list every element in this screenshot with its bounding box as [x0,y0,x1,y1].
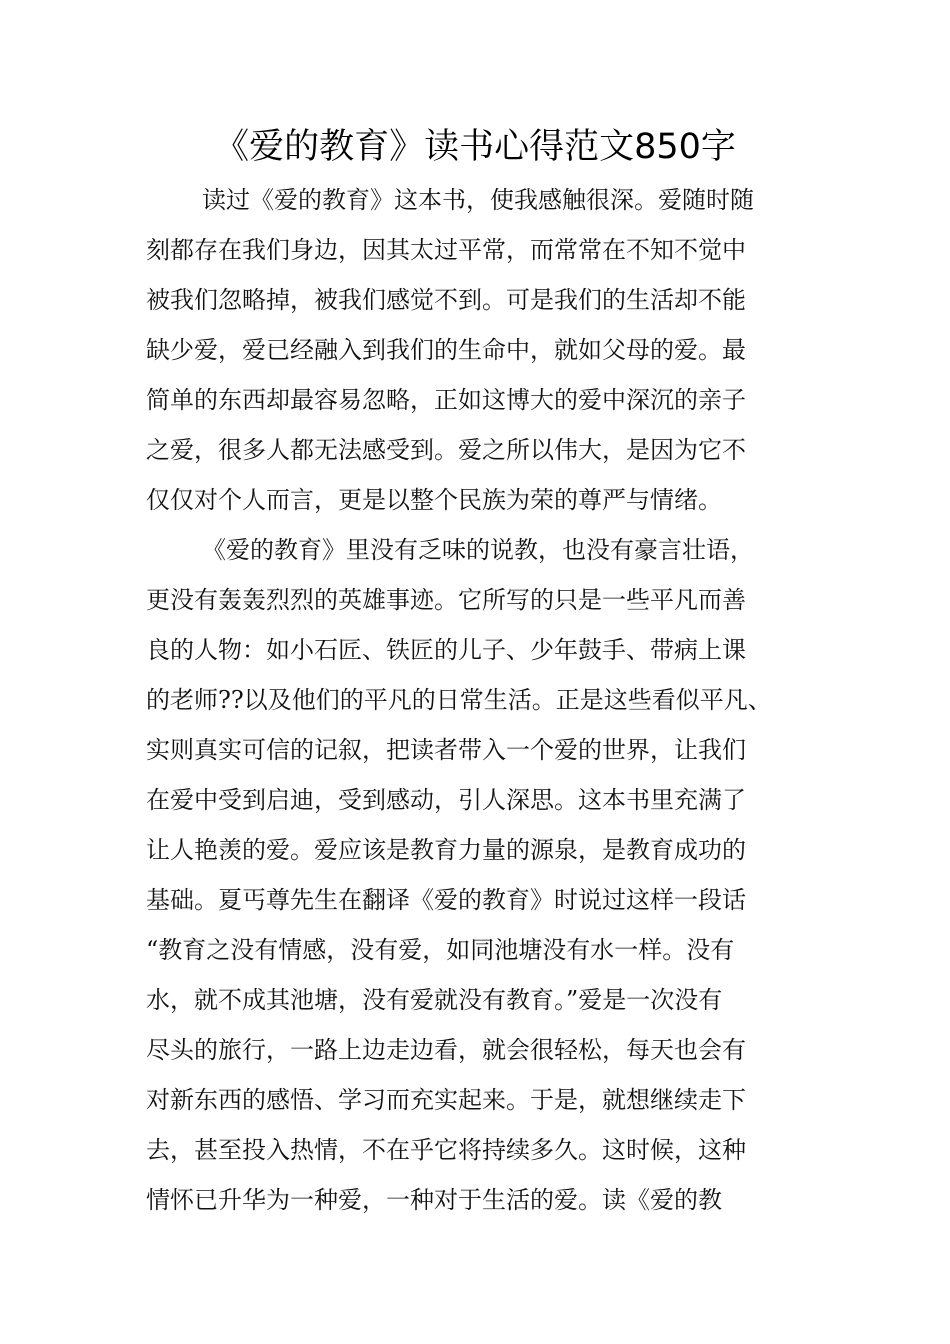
text-line: 让人艳羡的爱。爱应该是教育力量的源泉，是教育成功的 [146,836,746,864]
text-line: 简单的东西却最容易忽略，正如这博大的爱中深沉的亲子 [146,386,746,414]
text-line: 在爱中受到启迪，受到感动，引人深思。这本书里充满了 [146,786,746,814]
text-line: 的老师??以及他们的平凡的日常生活。正是这些看似平凡、 [146,686,772,714]
text-line: 基础。夏丐尊先生在翻译《爱的教育》时说过这样一段话 [146,886,746,914]
text-line: 尽头的旅行，一路上边走边看，就会很轻松，每天也会有 [146,1036,746,1064]
text-line: 水，就不成其池塘，没有爱就没有教育。”爱是一次没有 [146,986,723,1014]
text-line: 良的人物：如小石匠、铁匠的儿子、少年鼓手、带病上课 [146,636,746,664]
text-line: 仅仅对个人而言，更是以整个民族为荣的尊严与情绪。 [146,486,722,514]
text-line: 《爱的教育》里没有乏味的说教，也没有豪言壮语， [202,536,754,564]
paragraph-1 [146,175,816,525]
text-line: 读过《爱的教育》这本书，使我感触很深。爱随时随 [202,186,754,214]
text-line: 更没有轰轰烈烈的英雄事迹。它所写的只是一些平凡而善 [146,586,746,614]
text-line: 刻都存在我们身边，因其太过平常，而常常在不知不觉中 [146,236,746,264]
text-line: 之爱，很多人都无法感受到。爱之所以伟大，是因为它不 [146,436,746,464]
text-line: 被我们忽略掉，被我们感觉不到。可是我们的生活却不能 [146,286,746,314]
text-line: 实则真实可信的记叙，把读者带入一个爱的世界，让我们 [146,736,746,764]
text-line: 去，甚至投入热情，不在乎它将持续多久。这时候，这种 [146,1136,746,1164]
document-body [146,175,816,1225]
paragraph-2 [146,525,816,1225]
text-line: 缺少爱，爱已经融入到我们的生命中，就如父母的爱。最 [146,336,746,364]
text-line: 情怀已升华为一种爱，一种对于生活的爱。读《爱的教 [146,1186,722,1214]
text-line: “教育之没有情感，没有爱，如同池塘没有水一样。没有 [146,936,735,964]
text-line: 对新东西的感悟、学习而充实起来。于是，就想继续走下 [146,1086,746,1114]
document-title: 《爱的教育》读书心得范文850字 [214,127,736,167]
